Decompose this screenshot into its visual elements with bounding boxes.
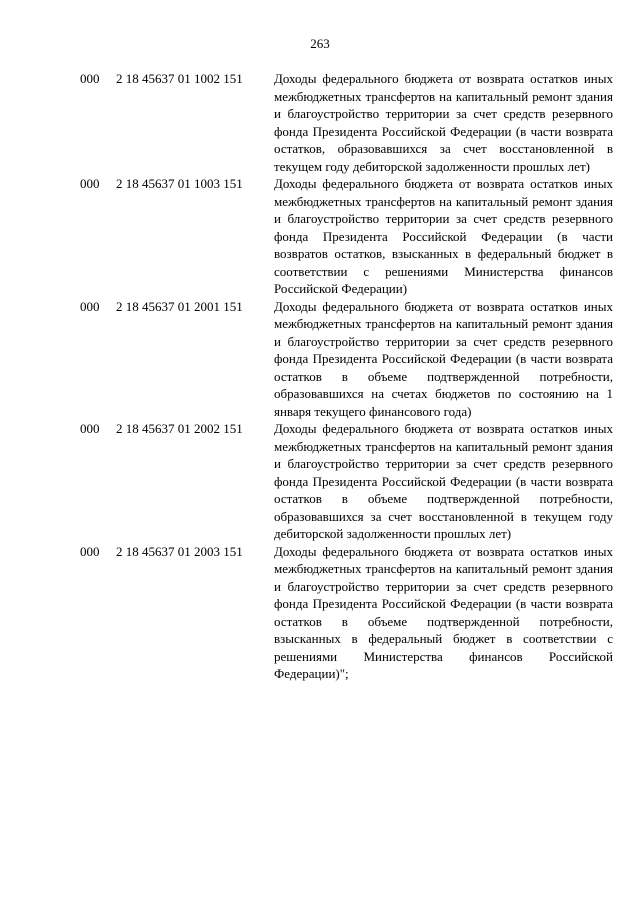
income-description: Доходы федерального бюджета от возврата остатков иных межбюджетных трансфертов на капитальный ремонт здания и благоустройство территории за счет средств резервного фонда Президента Российской Федерации (в части возврата остатков в объеме подтвержденной потребности, образовавшихся на счетах бюджетов по состоянию на 1 января текущего финансового года) <box>274 298 613 419</box>
admin-code: 000 <box>80 543 100 559</box>
admin-code: 000 <box>80 298 100 314</box>
admin-code: 000 <box>80 71 100 86</box>
budget-code-entry <box>80 420 615 543</box>
budget-code-entry <box>80 175 615 298</box>
admin-code: 000 <box>80 421 100 436</box>
budget-classification-code: 2 18 45637 01 1003 151 <box>116 176 243 191</box>
income-description: Доходы федерального бюджета от возврата остатков иных межбюджетных трансфертов на капитальный ремонт здания и благоустройство территории за счет средств резервного фонда Президента Российской Федерации (в части возврата остатков в объеме подтвержденной потребности, образовавшихся за счет восстановленной в текущем году дебиторской задолженности прошлых лет) <box>274 421 613 541</box>
budget-classification-code: 2 18 45637 01 2003 151 <box>116 543 243 559</box>
budget-code-list <box>80 70 615 683</box>
admin-code: 000 <box>80 176 100 191</box>
income-description: Доходы федерального бюджета от возврата остатков иных межбюджетных трансфертов на капитальный ремонт здания и благоустройство территории за счет средств резервного фонда Президента Российской Федерации (в части возвратов остатков, взысканных в федеральный бюджет в соответствии с решениями Министерства финансов Российской Федерации) <box>274 176 613 296</box>
income-description: Доходы федерального бюджета от возврата остатков иных межбюджетных трансфертов на капитальный ремонт здания и благоустройство территории за счет средств резервного фонда Президента Российской Федерации (в части возврата остатков в объеме подтвержденной потребности, взысканных в федеральный бюджет в соответствии с решениями Министерства финансов Российской Федерации)"; <box>274 543 613 681</box>
income-description: Доходы федерального бюджета от возврата остатков иных межбюджетных трансфертов на капитальный ремонт здания и благоустройство территории за счет средств резервного фонда Президента Российской Федерации (в части возврата остатков, образовавшихся за счет восстановленной в текущем году дебиторской задолженности прошлых лет) <box>274 71 613 174</box>
budget-classification-code: 2 18 45637 01 2001 151 <box>116 298 243 314</box>
budget-classification-code: 2 18 45637 01 1002 151 <box>116 71 243 86</box>
budget-classification-code: 2 18 45637 01 2002 151 <box>116 421 243 436</box>
budget-code-entry <box>80 543 615 683</box>
budget-code-entry <box>80 70 615 175</box>
budget-code-entry <box>80 298 615 421</box>
page-number: 263 <box>310 36 330 51</box>
